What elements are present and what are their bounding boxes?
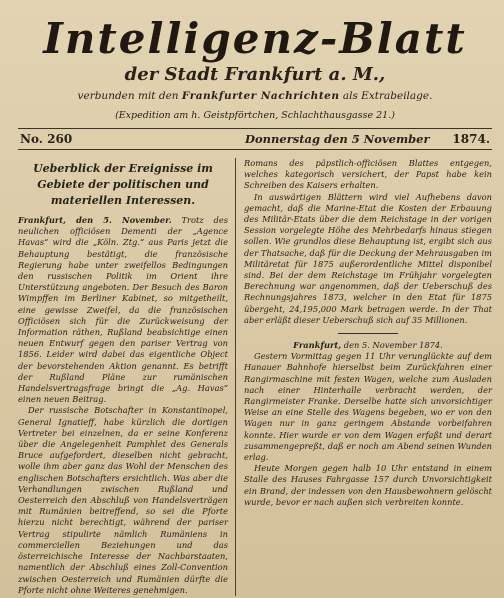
masthead-title: Intelligenz-Blatt: [43, 14, 467, 63]
left-text-1: Trotz des neulichen officiösen Dementi der „Agence Havas“ wird die „Köln. Ztg.“ aus Paris jetzt die Behauptung bestätigt, die französische Regierung habe unter zweifellos Bedingungen den russischen Politik im Orient ihre Unterstützung angeboten. Der Besuch des Baron Wimpffen im Berliner Kabinet, so mitgetheilt, eine gewisse Zweifel, da die französischen Officiösen sich für die Zurückweisung der Information räthen, Rußland beabsichtige einen neuen Entwurf gegen den pariser Vertrag von 1856. Leider wird dabei das eigentliche Object der bevorstehenden Aktion genannt. Es betrifft der Rußland Pläne zur rumänischen Handelsvertragsfrage bringt die „Ag. Havas“ einen neuen Beitrag.: [18, 215, 228, 405]
section-divider: [338, 333, 398, 334]
subline-post: als Extrabeilage.: [342, 90, 433, 102]
article-columns: [18, 158, 492, 596]
right-column: [236, 158, 492, 596]
masthead-subtitle: der Stadt Frankfurt a. M.,: [124, 64, 386, 85]
subline-bold: Frankfurter Nachrichten: [181, 90, 340, 102]
left-paragraph-2: Der russische Botschafter in Konstantinopel, General Ignatieff, habe kürzlich die dortigen Vertreter bei einzelnen, da er seine Konferenz über die Angelegenheit Pamphlet des Generals Bruce aufgefordert, dieselben nicht gebracht, wolle ihm aber ganz das Wohl der Menschen des englischen Botschafters ersichtlich. Was aber die Verhandlungen zwischen Rußland und Oesterreich den Abschluß von Handelsverträgen mit Rumänien beitreffend, so sei die Pforte hierzu nicht berechtigt, während der pariser Vertrag stipulirte nämlich Rumäniens in commerciellen Beziehungen und das österreichische Interesse der Nachbarstaaten, namentlich der Abschluß eines Zoll-Convention zwischen Oesterreich und Rumänien dürfte die Pforte nicht ohne Weiteres genehmigen.: [18, 405, 228, 595]
right-paragraph-2: In auswärtigen Blättern wird viel Aufhebens davon gemacht, daß die Marine-Etat die Kosten der Erbauung des Militär-Etats über die dem Reichstage in der vorigen Session vorgelegte Höhe des Mehrbedarfs hinaus stiegen sollen. Wie grundlos diese Behauptung ist, ergibt sich aus der Thatsache, daß für die Deckung der Mehrausgaben im Militäretat für 1875 außerordentliche Mittel disponibel sind. Bei der dem Reichstage im Frühjahr vorgelegten Berechnung war angenommen, daß der Ueberschuß des Rechnungsjahres 1873, welcher in den Etat für 1875 übergeht, 24,195,000 Mark betragen werde. In der That aber erläßt dieser Ueberschuß sich auf 35 Millionen.: [244, 191, 492, 325]
issue-date: Donnerstag den 5 November: [245, 132, 430, 146]
right-paragraph-3: Gestern Vormittag gegen 11 Uhr verunglückte auf dem Hanauer Bahnhofe hierselbst beim Zurückfahren einer Rangirmaschine mit festen Wagen, welche zum Ausladen nach einer Hinterhalle verbracht werden, der Rangirmeister Franke. Derselbe hatte sich unvorsichtiger Weise an eine Stelle des Wagens begeben, wo er von den Wagen nur in ganz geringem Abstande vorbeifahren konnte. Hier wurde er von dem Wagen erfaßt und derart zusammengepreßt, daß er noch am Abend seinen Wunden erlag.: [244, 351, 492, 463]
issue-number: No. 260: [20, 132, 73, 146]
left-headline: Ueberblick der Ereignisse im Gebiete der politischen und materiellen Interessen.: [33, 162, 213, 207]
right-dateline-line: [244, 340, 492, 351]
issue-year: 1874.: [452, 132, 490, 146]
right-paragraph-1: Romans des päpstlich-officiösen Blattes entgegen, welches kategorisch versichert, der Papst habe kein Schreiben des Kaisers erhalten.: [244, 158, 492, 191]
right-paragraph-4: Heute Morgen gegen halb 10 Uhr entstand in einem Stalle des Hauses Fahrgasse 157 durch Unvorsichtigkeit ein Brand, der indessen von den Hausbewohnern gelöscht wurde, bevor er nach außen sich verbreiten konnte.: [244, 463, 492, 507]
left-column: [18, 158, 236, 596]
right-dateline: Frankfurt,: [293, 340, 342, 351]
right-datetext: den 5. November 1874.: [343, 340, 443, 351]
issue-bar: [18, 128, 492, 150]
masthead-subline: [18, 89, 492, 103]
expedition-line: (Expedition am h. Geistpförtchen, Schlachthausgasse 21.): [115, 110, 395, 121]
left-dateline: Frankfurt, den 5. November.: [18, 215, 172, 225]
left-paragraph-1: [18, 215, 228, 405]
subline-pre: verbunden mit den: [77, 90, 179, 102]
